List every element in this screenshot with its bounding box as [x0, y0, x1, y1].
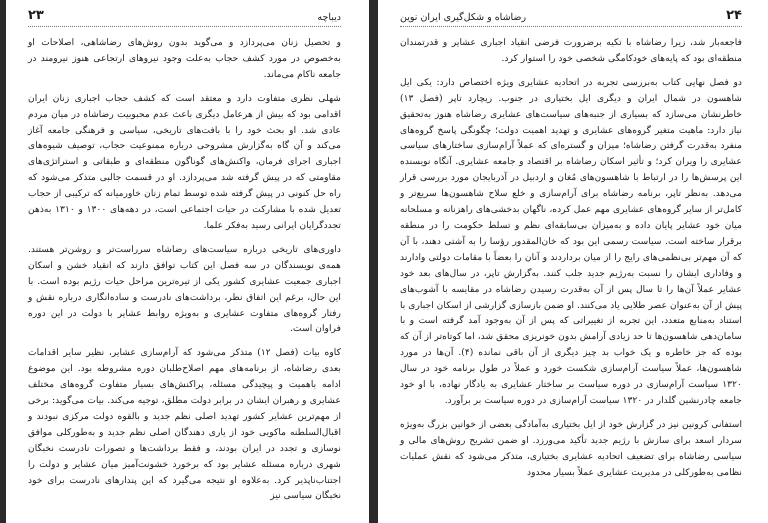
running-title: دیباچه	[317, 12, 341, 23]
running-title: رضاشاه و شکل‌گیری ایران نوین	[400, 12, 527, 23]
right-page	[378, 0, 768, 523]
paragraph: شهلی نظری متفاوت دارد و معتقد است که کشف حجاب اجباری زنان ایران اقدامی بود که بیش از هرعامل دیگری باعث عدم محبوبیت رضاشاه در میان مردم عادی شد. او بحث خود را با بافت‌های تاریخی، سیاسی و فرهنگی جامعه آغاز می‌کند و آن گاه به‌گزارش مشروحی درباره ممنوعیت حجاب، توصیف شیوه‌های اجباری اجرای فرمان، واکنش‌های گوناگون منطقه‌ای و طبقاتی و استراتژی‌های مقاومتی که در پیش گرفته شد می‌پردازد. او در قسمت جالبی متذکر می‌شود که راه حل کنونی در پیش گرفته شده توسط تمام زنان خاورمیانه که ترکیبی از حجاب تعدیل شده با مشارکت در حیات اجتماعی است، در دهه‌های ۱۳۰۰ و ۱۳۱۰ به‌ذهن تجددگرایان ایرانی رسید به‌فکر علما.	[28, 92, 341, 231]
paragraph: داوری‌های تاریخی درباره سیاست‌های رضاشاه سرراست‌تر و روشن‌تر هستند. همه‌ی نویسندگان در سه فصل این کتاب توافق دارند که انقیاد خشن و اسکان اجباری جمعیت عشایری کشور یکی از تیره‌ترین مراحل حیات رژیم بوده است. با این حال، برغم این اتفاق نظر، برداشت‌های نادرست و ساده‌انگاری درباره نقش و رفتار گروه‌های متفاوت عشایری و به‌ویژه روابط عشایر با دولت در این دوره فراوان است.	[28, 243, 341, 335]
page-number: ۲۳	[28, 8, 44, 23]
page-body	[400, 35, 742, 480]
page-body	[28, 35, 341, 504]
running-header	[400, 8, 742, 27]
paragraph: و تحصیل زنان می‌پردازد و می‌گوید بدون روش‌های رضاشاهی، اصلاحات او به‌خصوص در مورد کشف حجاب به‌علت وجود نیروهای ارتجاعی هنوز نیرومند در جامعه ناکام می‌ماند.	[28, 37, 341, 80]
paragraph: دو فصل نهایی کتاب به‌بررسی تجربه در اتحادیه عشایری ویژه اختصاص دارد: یکی ایل شاهسون در شمال ایران و دیگری ایل بختیاری در جنوب. ریچارد تاپر (فصل ۱۳) خاطرنشان می‌سازد که بسیاری از جنبه‌های سیاست‌های عشایری رضاشاه هنوز به‌تحقیق نیاز دارد: ماهیت متغیر گروه‌های عشایری و تهدید اهمیت دولت؛ چگونگی پاسخ گروه‌های منفرد به‌قدرت گرفتن رضاشاه؛ میزان و گستره‌ای که عملاً آرام‌سازی ساختارهای سیاسی عشایری را ویران کرد؛ و تأثیر اسکان رضاشاه بر اقتصاد و جامعه عشایری. آنگاه نویسنده این پرسش‌ها را در ارتباط با شاهسون‌های مُغان و اردبیل در آذربایجان مورد بررسی قرار می‌دهد. به‌نظر تاپر، برنامه رضاشاه برای آرام‌سازی و خلع سلاح شاهسون‌ها سریع‌تر و کامل‌تر از سایر گروه‌های عشایری مهم عمل کرده، ناگهان بدخشی‌های راهزنانه و مسلحانه میان خود عشایر پایان داده و به‌میزان بی‌سابقه‌ای نظم و تسلط حکومت را در منطقه برقرار ساخته است. سیاست رسمی این بود که خان‌المقدور رؤسا را به آشتی دهند، با آن که آن مهم‌تر بی‌نظمی‌های رایج را از میان برداردند و آنان را بعضاً با مقامات دولتی وادارند و وفاداری ایشان را نسبت به‌رژیم جدید جلب کنند. به‌گزارش تاپر، در سال‌های بعد خود عشایر عملاً آن‌ها را تا سال پس از آن به‌قدرت رسیدن رضاشاه در مقایسه با آشوب‌های پیش از آن به‌عنوان عصر طلایی یاد می‌کنند. او ضمن بازسازی گزارشی از اسکان اجباری با استناد به‌منابع متعدد، این تجربه از تغییراتی که پس از آن به‌وجود آمد گرفته است و با سامان‌دهی شاهسون‌ها تا حد زیادی آرامش بدون خونریزی محقق شد، اما کوتاه‌تر از آن که بوده که جز خاطره و یک خواب بد چیز دیگری از آن باقی نمانده (۴). آن‌ها در مورد شاهسون‌ها، عملاً سیاست آرام‌سازی شکست خورد و عملاً در طول برنامه خود در سال ۱۳۲۰ سیاست آرام‌سازی در دوره سیاست بر ساختار عشایری به یادگار نهاده، با او خود جامعه چادرنشین گلدار در ۱۳۲۰ سیاست آرام‌سازی در دوره سیاست بر برآورد.	[400, 76, 743, 406]
page-number: ۲۴	[726, 8, 742, 23]
paragraph: استفانی کرونین نیز در گزارش خود از ایل بختیاری به‌آمادگی بعضی از خوانین بزرگ به‌ویژه سردار اسعد برای سازش با رژیم جدید تأکید می‌ورزد. او ضمن تشریح روش‌های مالی و سیاسی رضاشاه برای تضعیف اتحادیه عشایری بختیاری، متذکر می‌شود که نقش عملیات نظامی به‌طورکلی در مدیریت عشایری عملاً بسیار محدود	[400, 418, 742, 478]
running-header	[28, 8, 341, 27]
paragraph: کاوه بیات (فصل ۱۲) متذکر می‌شود که آرام‌سازی عشایر، نظیر سایر اقدامات بعدی رضاشاه، از برنامه‌های مهم اصلاح‌طلبان دوره مشروطه بود. این موضوع ادامه باهمیت و پیچیدگی مسئله، پراکنش‌های بسیار متفاوت گروه‌های مختلف عشایری و رهبران ایشان در برابر دولت مطلق، توجیه می‌کند. بیات می‌گوید: برخی از مهم‌ترین عشایر کشور تهدید اصلی نظم جدید و بالقوه دولت مرکزی نبودند و اقبال‌السلطنه ماکویی خود از یاری دهندگان اصلی نظم جدید و به‌طورکلی موافق نوسازی و تجدد در ایران بودند، و فقط برداشت‌ها و تصورات نادرست نخبگان شهری درباره مسئله عشایر بود که برخورد خشونت‌آمیز میان عشایر و دولت را اجتناب‌ناپذیر کرد. به‌علاوه او نتیجه می‌گیرد که این پندارهای نادرست برای خود نخبگان سیاسی نیز	[28, 347, 341, 502]
left-page	[6, 0, 369, 523]
paragraph: فاجعه‌بار شد، زیرا رضاشاه با تکیه برضرورت فرضی انقیاد اجباری عشایر و قدرتمندان منطقه‌ای بود که پایه‌های خودکامگی شخصی خود را استوار کرد.	[400, 37, 742, 64]
